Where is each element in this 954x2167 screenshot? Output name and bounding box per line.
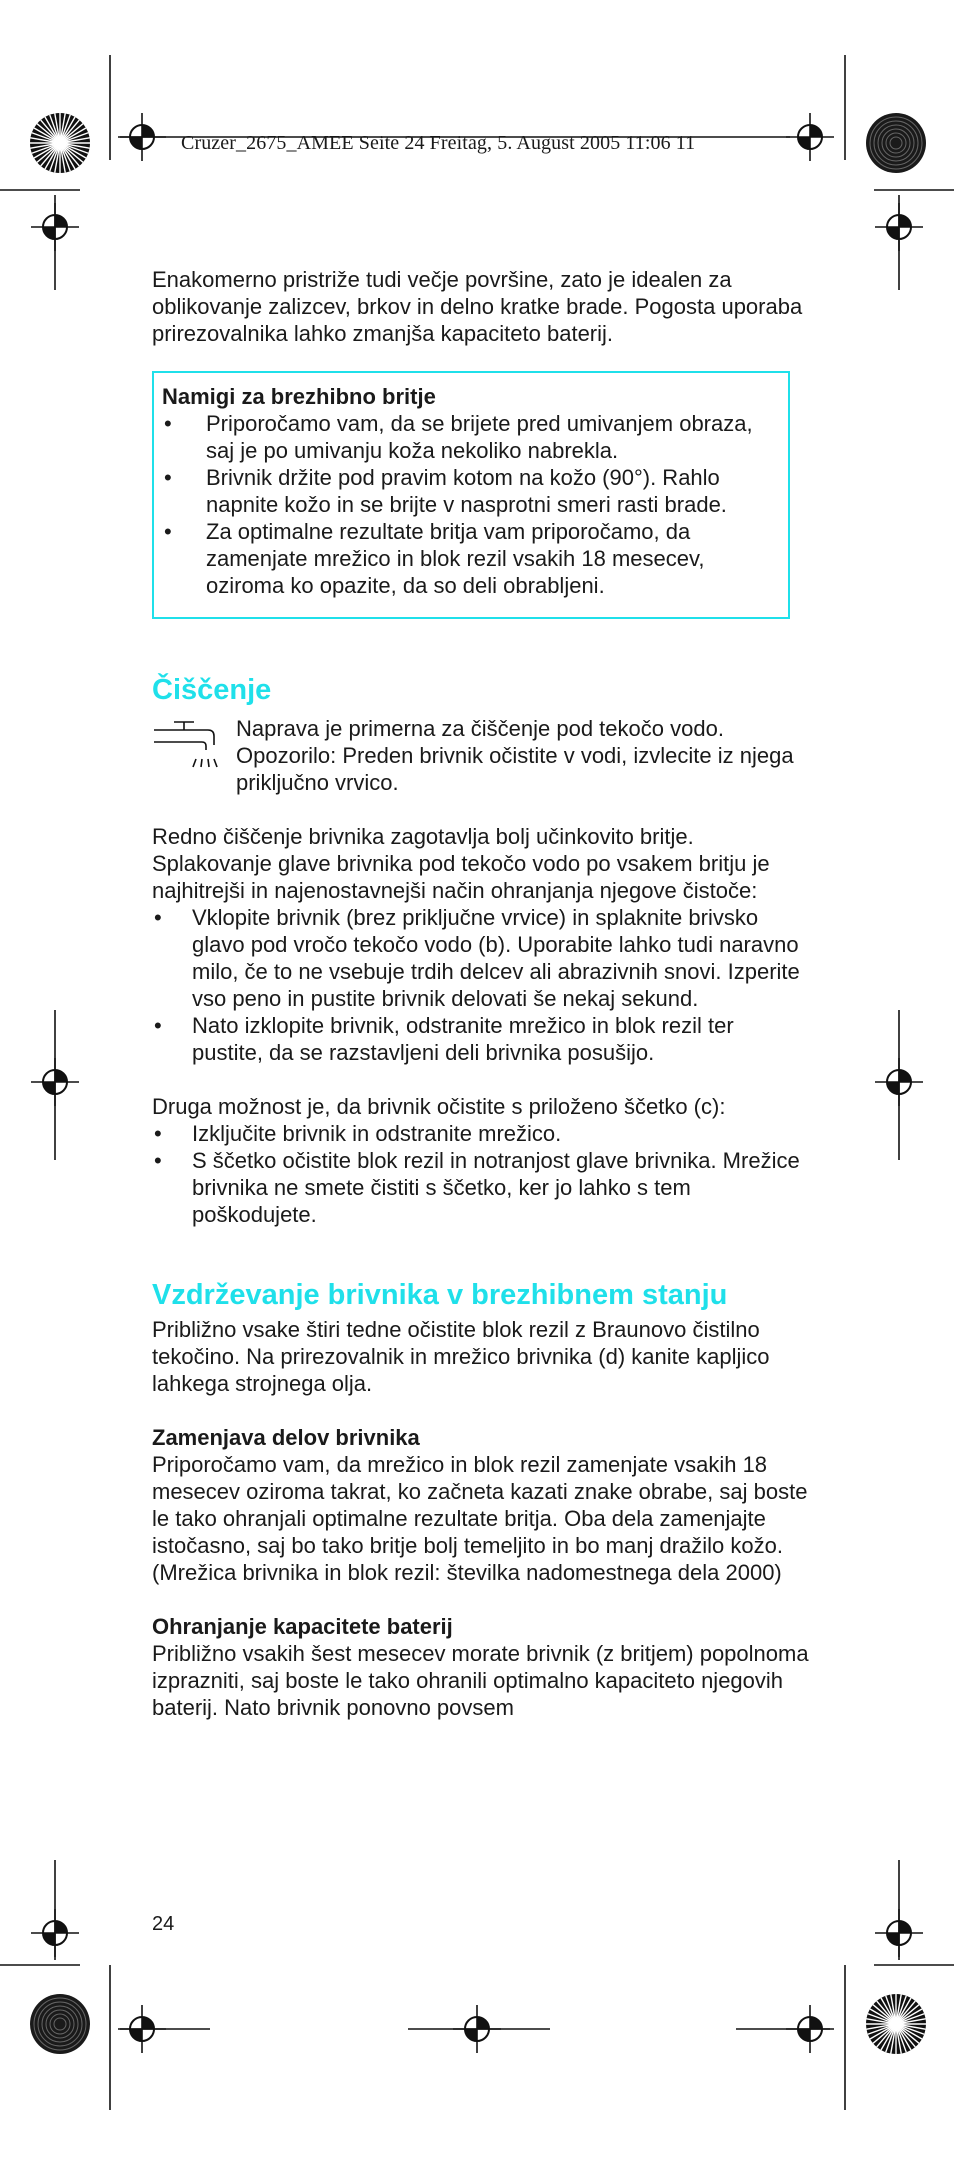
battery-paragraph: Približno vsakih šest mesecev morate brivnik (z britjem) popolnoma izprazniti, saj boste le tako ohranili optimalno kapaciteto njegovih baterij. Nato brivnik ponovno povsem	[152, 1641, 809, 1720]
page-number: 24	[152, 1913, 175, 1935]
list-item: • Nato izklopite brivnik, odstranite mrežico in blok rezil ter pustite, da se razstavljeni deli brivnika posušijo.	[152, 1012, 810, 1066]
tips-list	[162, 410, 780, 599]
parts-note: (Mrežica brivnika in blok rezil: številka nadomestnega dela 2000)	[152, 1560, 782, 1585]
parts-heading: Zamenjava delov brivnika	[152, 1425, 420, 1450]
cleaning-paragraph-2: Druga možnost je, da brivnik očistite s priloženo ščetko (c):	[152, 1094, 726, 1119]
cleaning-warning	[152, 715, 810, 796]
cleaning-list-1	[152, 904, 810, 1066]
list-item: • Priporočamo vam, da se brijete pred umivanjem obraza, saj je po umivanju koža nekoliko nabrekla.	[162, 410, 780, 464]
page-content	[152, 266, 810, 1721]
warning-text: Naprava je primerna za čiščenje pod tekočo vodo. Opozorilo: Preden brivnik očistite v vodi, izvlecite iz njega priključno vrvico.	[236, 716, 794, 795]
water-tap-icon	[152, 719, 222, 779]
maintenance-paragraph: Približno vsake štiri tedne očistite blok rezil z Braunovo čistilno tekočino. Na prirezovalnik in mrežico brivnika (d) kanite kapljico lahkega strojnega olja.	[152, 1317, 770, 1396]
list-item: • S ščetko očistite blok rezil in notranjost glave brivnika. Mrežice brivnika ne smete čistiti s ščetko, ker jo lahko s tem poškodujete.	[152, 1147, 810, 1228]
cleaning-paragraph-1: Redno čiščenje brivnika zagotavlja bolj učinkovito britje. Splakovanje glave brivnika pod tekočo vodo po vsakem britju je najhitrejši in najenostavnejši način ohranjanja njegove čistoče:	[152, 824, 770, 903]
section-title-cleaning: Čiščenje	[152, 674, 272, 706]
list-item: • Vklopite brivnik (brez priključne vrvice) in splaknite brivsko glavo pod vročo tekočo vodo (b). Uporabite lahko tudi naravno milo, če to ne vsebuje trdih delcev ali abrazivnih snovi. Izperite vso peno in pustite brivnik delovati še nekaj sekund.	[152, 904, 810, 1012]
tips-box	[152, 371, 790, 619]
tips-title: Namigi za brezhibno britje	[162, 384, 436, 409]
intro-paragraph: Enakomerno pristriže tudi večje površine, zato je idealen za oblikovanje zalizcev, brkov in delno kratke brade. Pogosta uporaba prirezovalnika lahko zmanjša kapaciteto baterij.	[152, 267, 803, 346]
parts-paragraph: Priporočamo vam, da mrežico in blok rezil zamenjate vsakih 18 mesecev oziroma takrat, ko začneta kazati znake obrabe, saj boste le tako ohranjali optimalne rezultate britja. Oba dela zamenjajte istočasno, saj bo tako britje bolj temeljito in bo manj dražilo kožo.	[152, 1452, 808, 1558]
cleaning-list-2	[152, 1120, 810, 1228]
list-item: • Brivnik držite pod pravim kotom na kožo (90°). Rahlo napnite kožo in se brijte v nasprotni smeri rasti brade.	[162, 464, 780, 518]
list-item: • Izključite brivnik in odstranite mrežico.	[152, 1120, 810, 1147]
battery-heading: Ohranjanje kapacitete baterij	[152, 1614, 453, 1639]
running-header: Cruzer_2675_AMEE Seite 24 Freitag, 5. August 2005 11:06 11	[181, 132, 696, 154]
section-title-maintenance: Vzdrževanje brivnika v brezhibnem stanju	[152, 1279, 728, 1311]
list-item: • Za optimalne rezultate britja vam priporočamo, da zamenjate mrežico in blok rezil vsakih 18 mesecev, oziroma ko opazite, da so deli obrabljeni.	[162, 518, 780, 599]
